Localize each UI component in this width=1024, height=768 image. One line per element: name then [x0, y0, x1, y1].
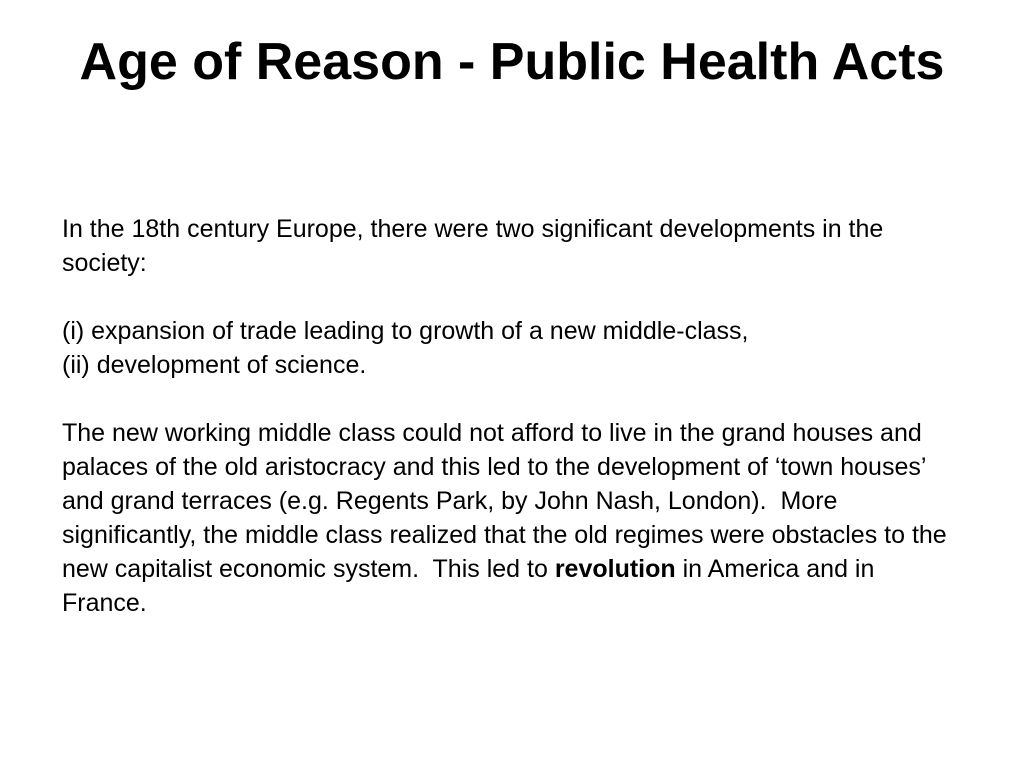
paragraph-text-end: in America and in France.: [62, 555, 882, 617]
spacer: [62, 382, 962, 416]
intro-paragraph: In the 18th century Europe, there were two significant developments in the society:: [62, 215, 884, 277]
emphasis-text: revolution: [554, 555, 676, 583]
list-item: (i) expansion of trade leading to growth of a new middle-class,: [62, 317, 749, 345]
slide-title: Age of Reason - Public Health Acts: [79, 33, 945, 91]
list-item: (ii) development of science.: [62, 351, 367, 379]
slide-body: [62, 212, 962, 620]
spacer: [62, 280, 962, 314]
main-paragraph: [62, 416, 962, 620]
paragraph-text: The new working middle class could not afford to live in the grand houses and palaces of the old aristocracy and this led to the development of ‘town houses’ and grand terraces (e.g. Regents Park, by John Nash, London). More significantly, the middle class realized that the old regimes were obstacles to the new capitalist economic system. This led to: [62, 419, 954, 583]
